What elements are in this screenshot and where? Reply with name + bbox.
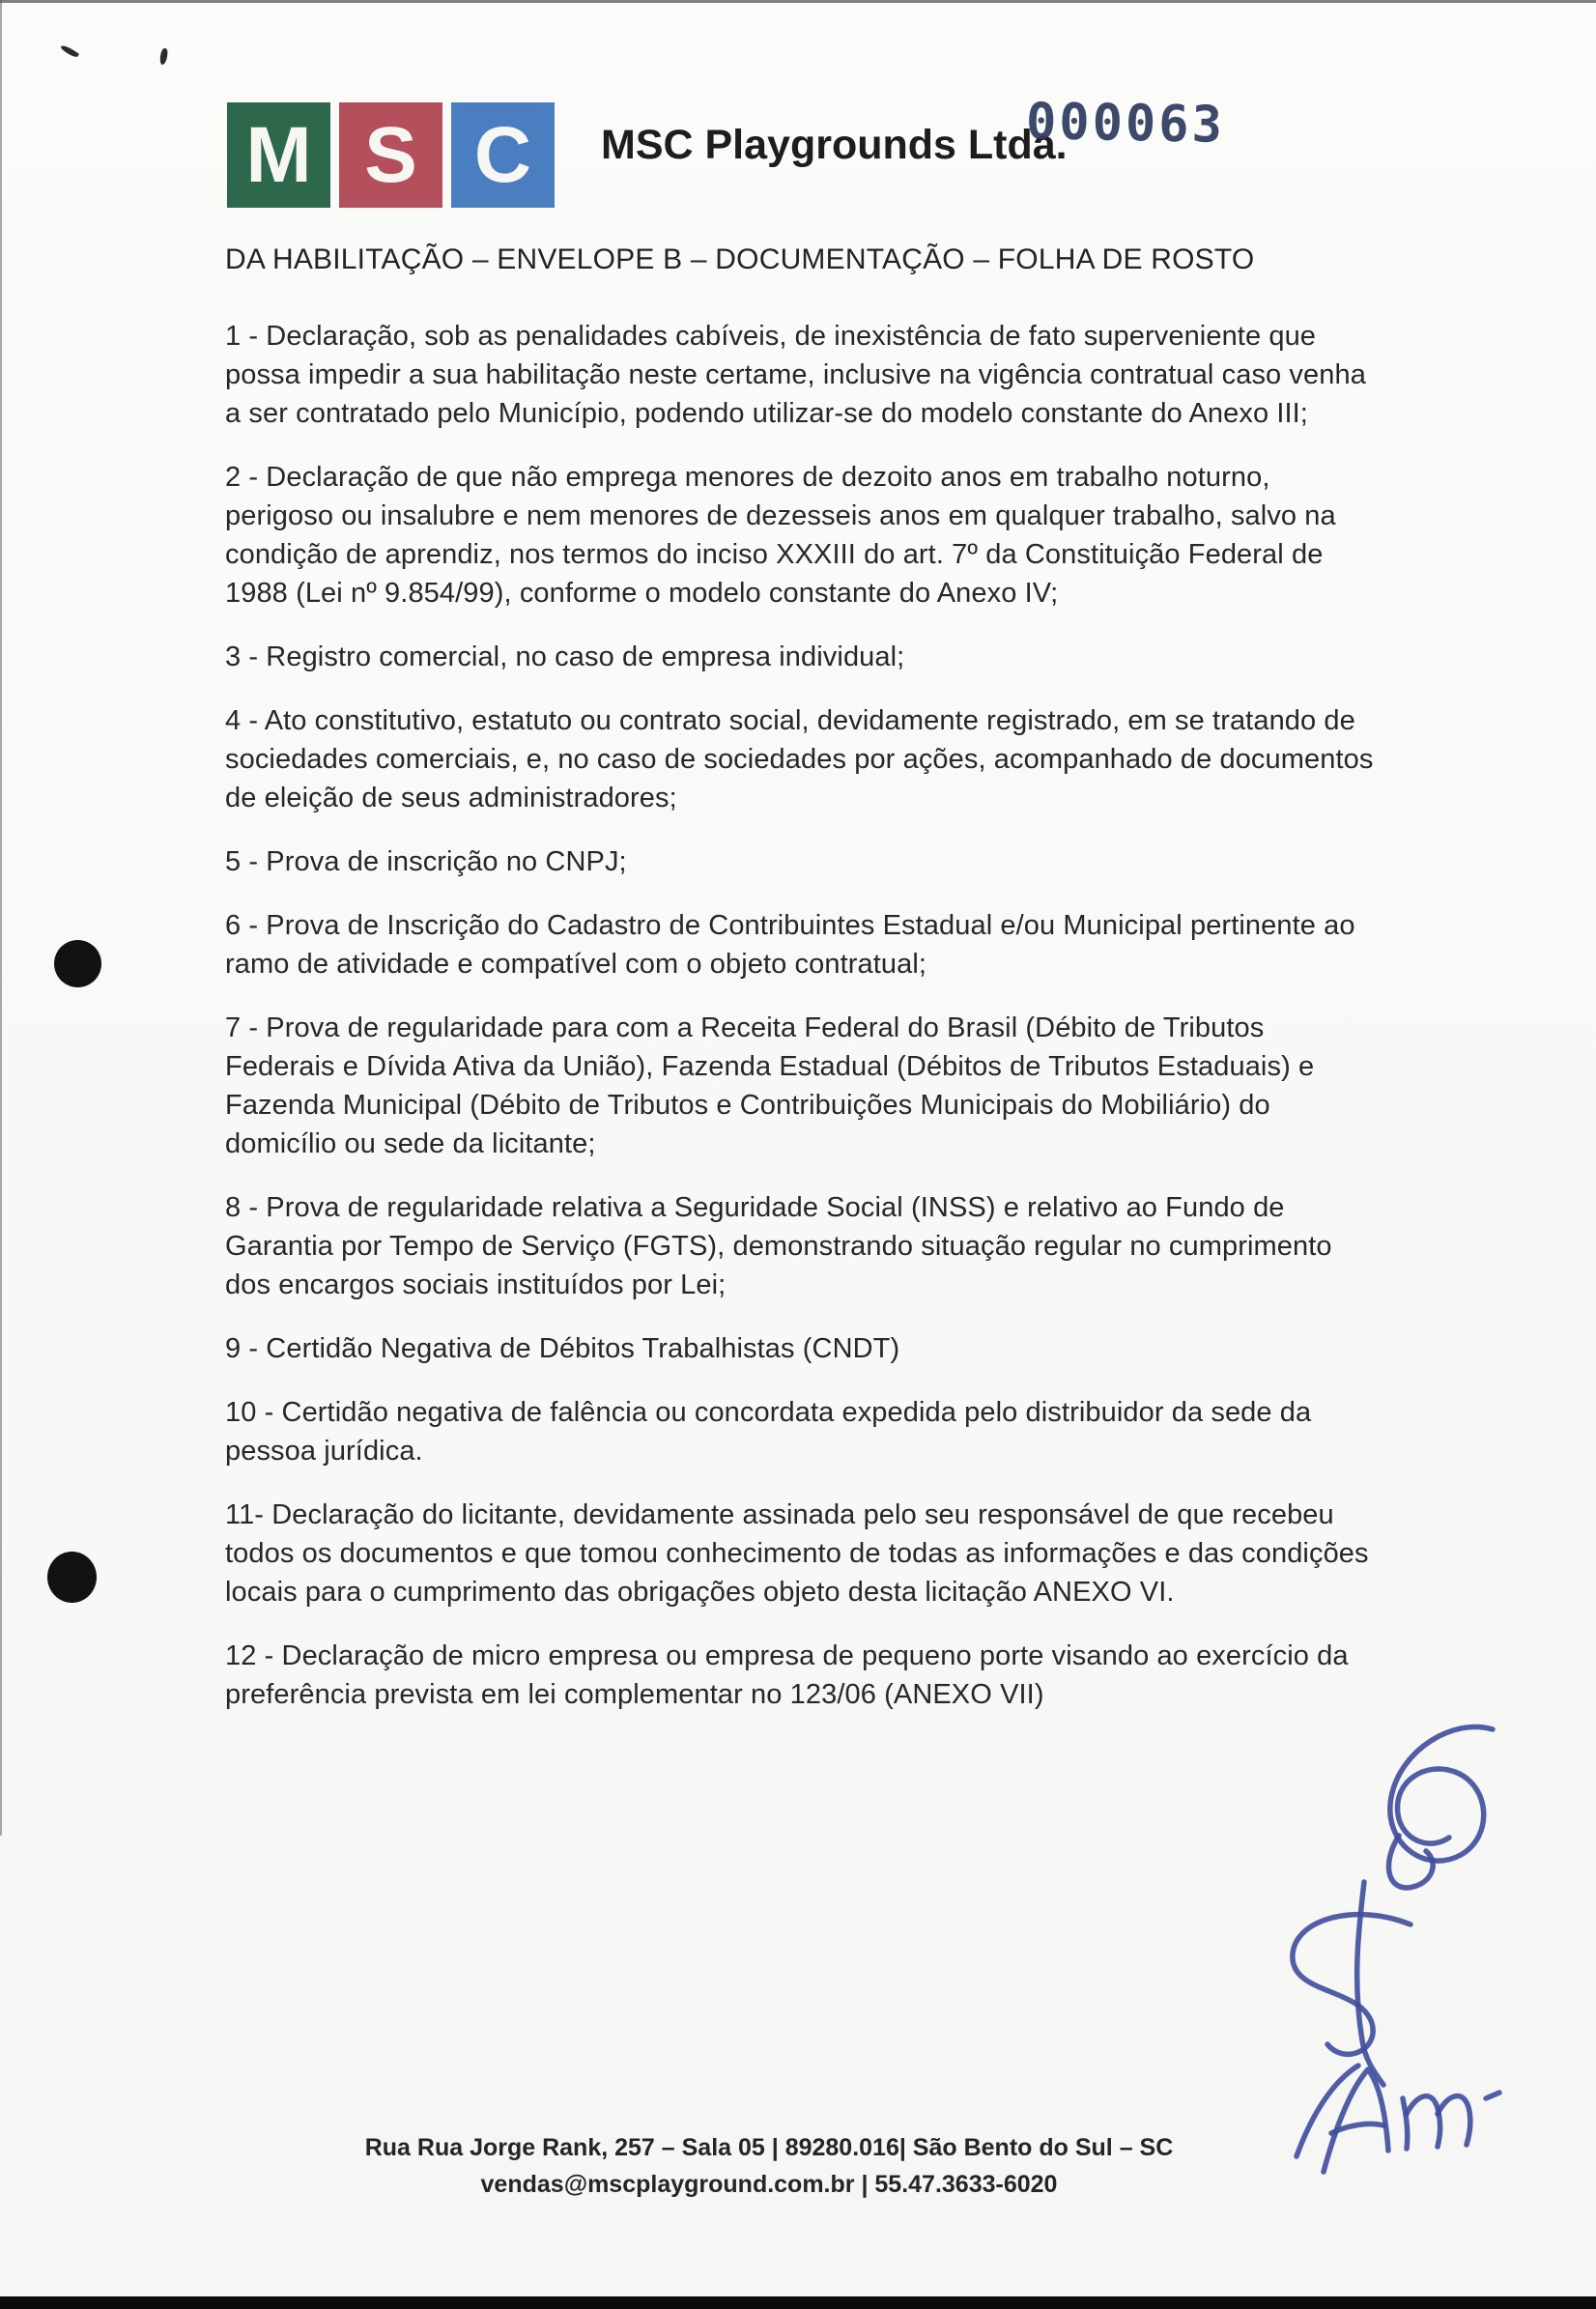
ink-speck bbox=[159, 48, 168, 66]
footer bbox=[0, 2129, 1538, 2203]
paragraph-1: 1 - Declaração, sob as penalidades cabíveis, de inexistência de fato superveniente que possa impedir a sua habilitação neste certame, inclusive na vigência contratual caso venha a ser contratado pelo Município, podendo utilizar-se do modelo constante do Anexo III; bbox=[225, 321, 1366, 429]
footer-contact: vendas@mscplayground.com.br | 55.47.3633-6020 bbox=[480, 2171, 1058, 2198]
paragraph-4: 4 - Ato constitutivo, estatuto ou contrato social, devidamente registrado, em se tratando de sociedades comerciais, e, no caso de sociedades por ações, acompanhado de documentos de eleição de seus administradores; bbox=[225, 705, 1374, 813]
logo-tile-s: S bbox=[339, 102, 442, 208]
paragraph-5: 5 - Prova de inscrição no CNPJ; bbox=[225, 846, 627, 877]
paragraph-12: 12 - Declaração de micro empresa ou empresa de pequeno porte visando ao exercício da preferência prevista em lei complementar no 123/06 (ANEXO VII) bbox=[225, 1640, 1349, 1710]
punch-hole-bottom bbox=[47, 1552, 97, 1603]
document-body bbox=[225, 243, 1379, 1739]
paragraph-10: 10 - Certidão negativa de falência ou concordata expedida pelo distribuidor da sede da pessoa jurídica. bbox=[225, 1397, 1312, 1467]
scan-left-edge-artifact bbox=[0, 0, 2, 1836]
paragraph-9: 9 - Certidão Negativa de Débitos Trabalhistas (CNDT) bbox=[225, 1333, 900, 1364]
ink-speck bbox=[60, 43, 79, 59]
company-name: MSC Playgrounds Ltda. bbox=[601, 122, 1068, 168]
footer-address: Rua Rua Jorge Rank, 257 – Sala 05 | 89280.016| São Bento do Sul – SC bbox=[364, 2134, 1174, 2161]
paragraph-2: 2 - Declaração de que não emprega menores de dezoito anos em trabalho noturno, perigoso ou insalubre e nem menores de dezesseis anos em qualquer trabalho, salvo na condição de aprendiz, nos termos do inciso XXXIII do art. 7º da Constituição Federal de 1988 (Lei nº 9.854/99), conforme o modelo constante do Anexo IV; bbox=[225, 462, 1336, 609]
punch-hole-top bbox=[54, 940, 101, 987]
paragraph-3: 3 - Registro comercial, no caso de empresa individual; bbox=[225, 641, 905, 672]
scan-bottom-edge-artifact bbox=[0, 2296, 1596, 2309]
paragraph-11: 11- Declaração do licitante, devidamente assinada pelo seu responsável de que recebeu todos os documentos e que tomou conhecimento de todas as informações e das condições locais para o cumprimento das obrigações objeto desta licitação ANEXO VI. bbox=[225, 1499, 1369, 1608]
scan-top-edge-artifact bbox=[0, 0, 1596, 3]
company-logo bbox=[227, 102, 555, 208]
paragraph-8: 8 - Prova de regularidade relativa a Seguridade Social (INSS) e relativo ao Fundo de Garantia por Tempo de Serviço (FGTS), demonstrando situação regular no cumprimento dos encargos sociais instituídos por Lei; bbox=[225, 1192, 1332, 1300]
paragraph-7: 7 - Prova de regularidade para com a Receita Federal do Brasil (Débito de Tributos Federais e Dívida Ativa da União), Fazenda Estadual (Débitos de Tributos Estaduais) e Fazenda Municipal (Débito de Tributos e Contribuições Municipais do Mobiliário) do domicílio ou sede da licitante; bbox=[225, 1012, 1315, 1159]
logo-tile-m: M bbox=[227, 102, 330, 208]
paragraph-6: 6 - Prova de Inscrição do Cadastro de Contribuintes Estadual e/ou Municipal pertinente ao ramo de atividade e compatível com o objeto contratual; bbox=[225, 910, 1355, 980]
page-number-stamp: 000063 bbox=[1025, 93, 1226, 155]
document-title: DA HABILITAÇÃO – ENVELOPE B – DOCUMENTAÇÃO – FOLHA DE ROSTO bbox=[225, 243, 1255, 275]
logo-tile-c: C bbox=[451, 102, 555, 208]
